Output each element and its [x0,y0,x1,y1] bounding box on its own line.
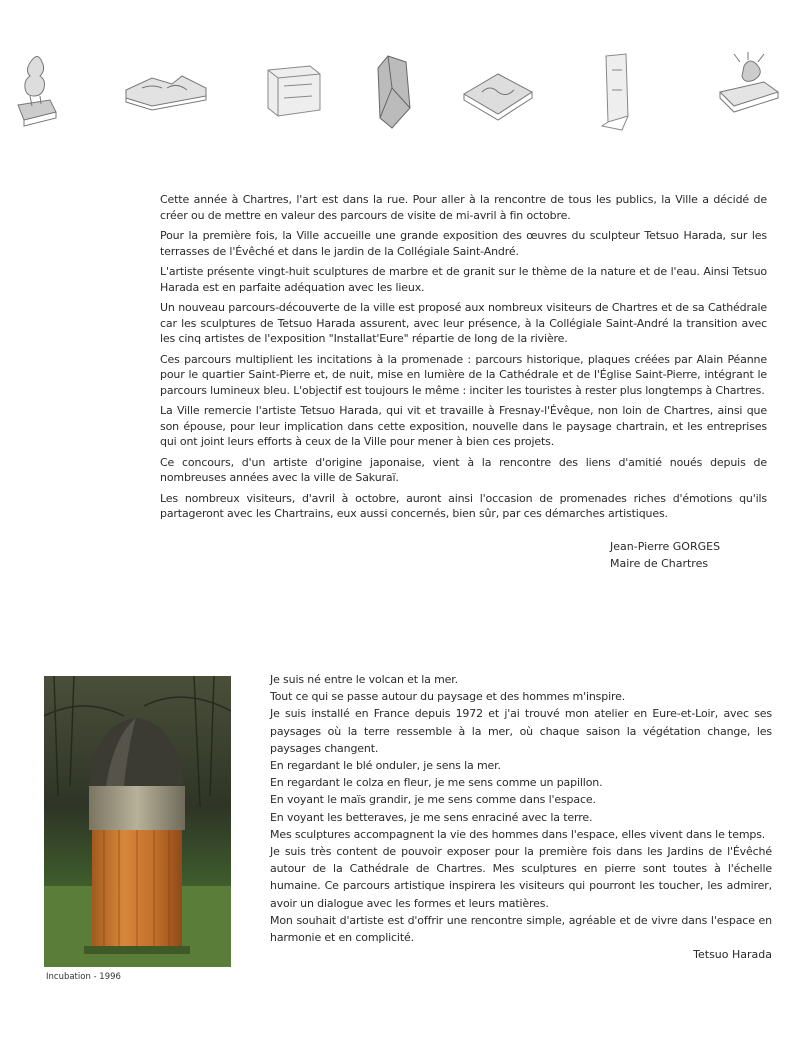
signature-role: Maire de Chartres [610,557,709,570]
signature-name: Jean-Pierre GORGES [610,540,721,553]
photo-caption: Incubation - 1996 [46,972,121,982]
sculpture-sketch-icon [10,50,60,140]
sculpture-sketch-icon [370,48,420,138]
sculpture-sketch-icon [122,70,212,120]
sculpture-sketch-icon [458,64,538,124]
intro-paragraph: Cette année à Chartres, l'art est dans la rue. Pour aller à la rencontre de tous les publics, la Ville a décidé de créer ou de mettre en valeur des parcours de visite de mi-avril à fin octobre. [160,193,767,222]
statement-line: Je suis très content de pouvoir exposer pour la première fois dans les Jardins de l'Évêché autour de la Cathédrale de Chartres. Mes sculptures en pierre sont toutes à l'échelle humaine. Ce parcours artistique inspirera les visiteurs qui pourront les toucher, les admirer, avoir un dialogue avec les formes et leurs matières. [270,845,772,910]
intro-paragraph: Ces parcours multiplient les incitations à la promenade : parcours historique, plaques créées par Alain Péanne pour le quartier Saint-Pierre et, de nuit, mise en lumière de la Cathédrale et de l'Église Saint-Pierre, intégrant le parcours lumineux bleu. L'objectif est toujours le même : inciter les touristes à rester plus longtemps à Chartres. [160,352,767,397]
artist-signature: Tetsuo Harada [693,948,772,961]
intro-paragraph: La Ville remercie l'artiste Tetsuo Harada, qui vit et travaille à Fresnay-l'Évêque, non loin de Chartres, ainsi que son épouse, pour leur implication dans cette exposition, nouvelle dans le paysage chartrain, et les entreprises qui ont joint leurs efforts à ceux de la Ville pour mener à bien ces projets. [160,404,767,448]
mayor-signature [610,538,790,572]
sculpture-sketches-row [0,40,800,140]
sculpture-sketch-icon [592,50,642,140]
sculpture-photo-image [44,676,231,967]
sculpture-photo [44,676,231,967]
intro-paragraph: Un nouveau parcours-découverte de la ville est proposé aux nombreux visiteurs de Chartres et de sa Cathédrale car les sculptures de Tetsuo Harada assurent, avec leur présence, à la Collégiale Saint-André la transition avec les cinq artistes de l'exposition "Installat'Eure" répartie de long de la rivière. [160,301,767,345]
statement-line: Mon souhait d'artiste est d'offrir une rencontre simple, agréable et de vivre dans l'espace en harmonie et en complicité. [270,913,772,945]
intro-paragraph: Pour la première fois, la Ville accueille une grande exposition des œuvres du sculpteur Tetsuo Harada, sur les terrasses de l'Évêché et dans le jardin de la Collégiale Saint-André. [160,229,767,258]
statement-line: Mes sculptures accompagnent la vie des hommes dans l'espace, elles vivent dans le temps. [270,827,766,841]
intro-text [160,192,767,527]
statement-line: Tout ce qui se passe autour du paysage et des hommes m'inspire. [270,690,626,704]
statement-line: En voyant les betteraves, je me sens enraciné avec la terre. [270,810,593,824]
statement-line: Je suis né entre le volcan et la mer. [270,673,459,686]
intro-paragraph: L'artiste présente vingt-huit sculptures de marbre et de granit sur le thème de la nature et de l'eau. Ainsi Tetsuo Harada est en parfaite adéquation avec les lieux. [160,265,767,294]
intro-paragraph: Les nombreux visiteurs, d'avril à octobre, auront ainsi l'occasion de promenades riches d'émotions qu'ils partageront avec les Chartrains, eux aussi concernés, bien sûr, par ces démarches artistiques. [160,491,767,520]
statement-line: En regardant le colza en fleur, je me sens comme un papillon. [270,776,603,790]
statement-line: En voyant le maïs grandir, je me sens comme dans l'espace. [270,793,596,807]
statement-line: En regardant le blé onduler, je sens la mer. [270,759,501,773]
intro-paragraph: Ce concours, d'un artiste d'origine japonaise, vient à la rencontre des liens d'amitié noués depuis de nombreuses années avec la ville de Sakuraï. [160,455,767,484]
sculpture-sketch-icon [714,52,784,122]
artist-statement [270,671,772,946]
sculpture-sketch-icon [258,58,328,128]
statement-line: Je suis installé en France depuis 1972 et j'ai trouvé mon atelier en Eure-et-Loir, avec ses paysages où la terre ressemble à la mer, où chaque saison la végétation change, les paysages changent. [270,707,772,755]
